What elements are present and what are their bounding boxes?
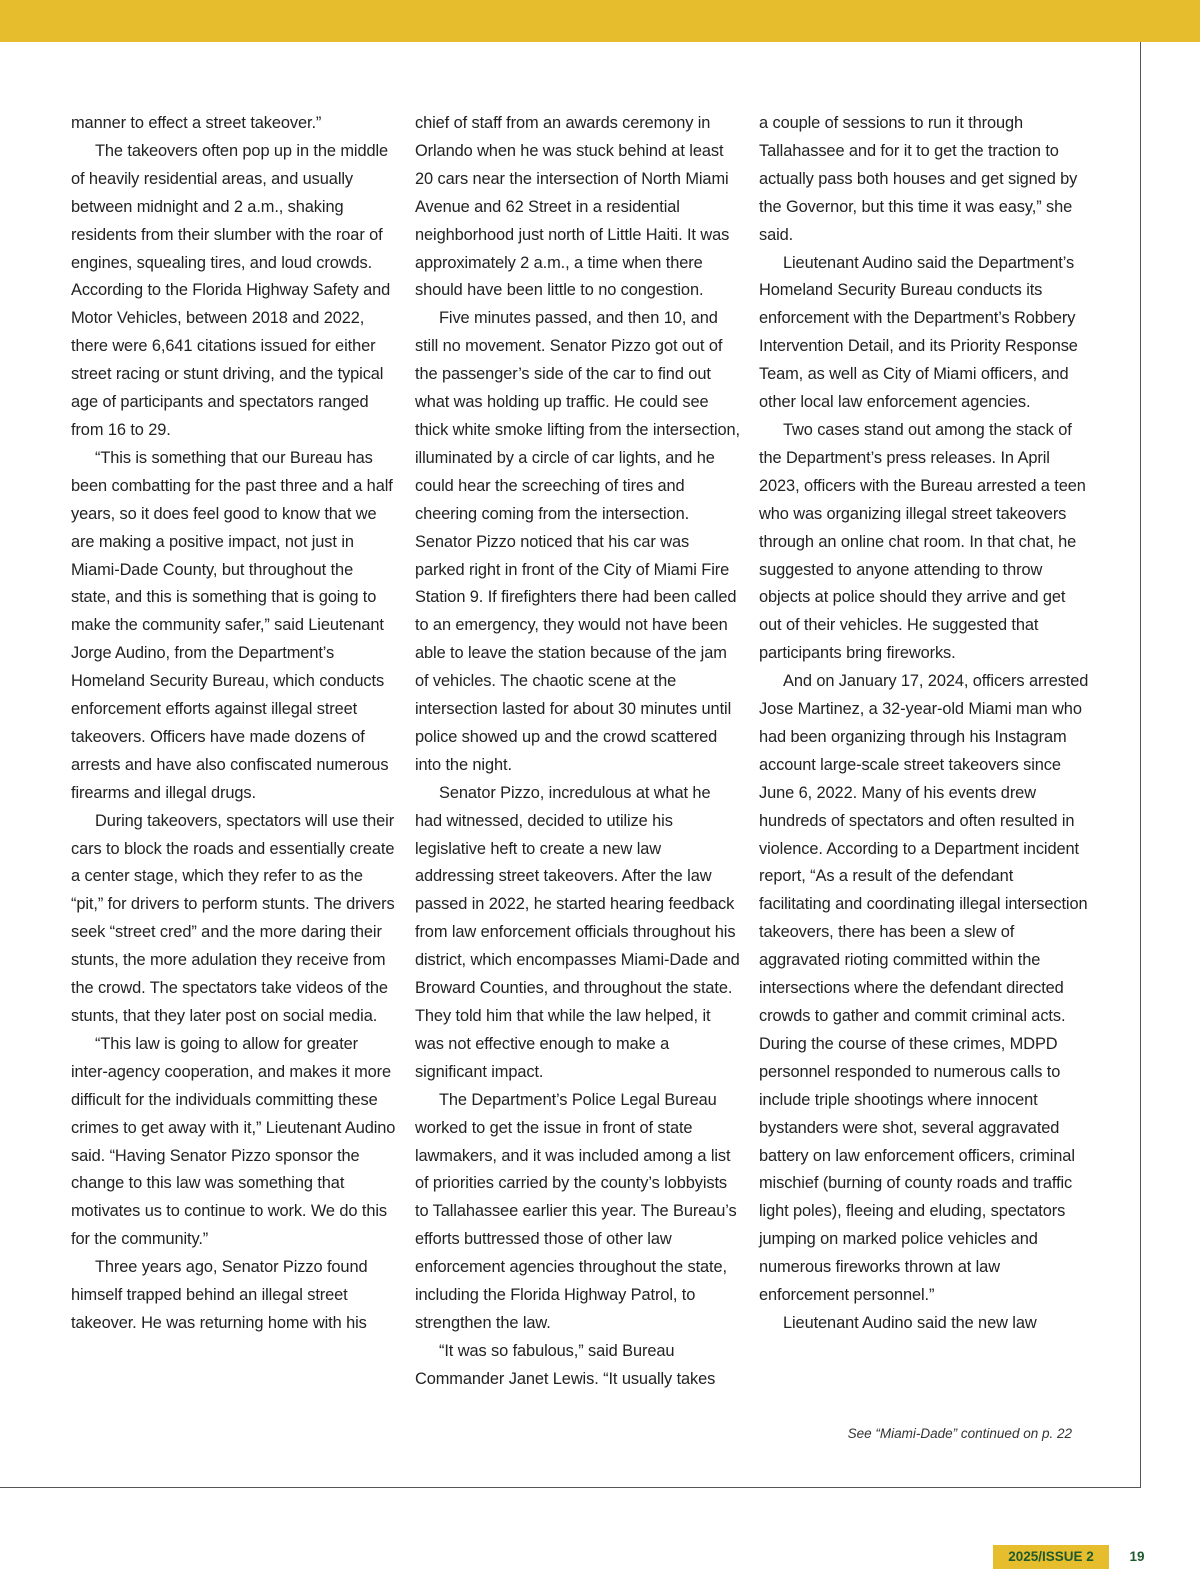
page-frame-rule-bottom [0,1487,1141,1488]
article-column-1 [71,110,396,1338]
article-column-3 [759,110,1089,1338]
paragraph: Lieutenant Audino said the Department’s Homeland Security Bureau conducts its enforcement with the Department’s Robbery Intervention Detail, and its Priority Response Team, as well as City of Miami officers, and other local law enforcement agencies. [759,253,1078,412]
paragraph: The Department’s Police Legal Bureau worked to get the issue in front of state lawmakers, and it was included among a list of priorities carried by the county’s lobbyists to Tallahassee earlier this year. The Bureau’s efforts buttressed those of other law enforcement agencies throughout the state, including the Florida Highway Patrol, to strengthen the law. [415,1090,737,1332]
top-color-band [0,0,1200,42]
article-column-2 [415,110,740,1394]
paragraph: The takeovers often pop up in the middle of heavily residential areas, and usually between midnight and 2 a.m., shaking residents from their slumber with the roar of engines, squealing tires, and loud crowds. According to the Florida Highway Safety and Motor Vehicles, between 2018 and 2022, there were 6,641 citations issued for either street racing or stunt driving, and the typical age of participants and spectators ranged from 16 to 29. [71,141,391,439]
paragraph: Lieutenant Audino said the new law [783,1313,1037,1332]
paragraph: Two cases stand out among the stack of the Department’s press releases. In April 2023, officers with the Bureau arrested a teen who was organizing illegal street takeovers through an online chat room. In that chat, he suggested to anyone attending to throw objects at police should they arrive and get out of their vehicles. He suggested that participants bring fireworks. [759,420,1086,663]
continued-note: See “Miami-Dade” continued on p. 22 [847,1426,1072,1441]
paragraph: And on January 17, 2024, officers arrested Jose Martinez, a 32-year-old Miami man who had been organizing through his Instagram account large-scale street takeovers since June 6, 2022. Many of his events drew hundreds of spectators and often resulted in violence. According to a Department incident report, “As a result of the defendant facilitating and coordinating illegal intersection takeovers, there has been a slew of aggravated rioting committed within the intersections where the defendant directed crowds to gather and commit criminal acts. During the course of these crimes, MDPD personnel responded to numerous calls to include triple shootings where innocent bystanders were shot, several aggravated battery on law enforcement officers, criminal mischief (burning of county roads and traffic light poles), fleeing and eluding, spectators jumping on marked police vehicles and numerous fireworks thrown at law enforcement personnel.” [759,672,1089,1305]
paragraph: During takeovers, spectators will use their cars to block the roads and essentially create a center stage, which they refer to as the “pit,” for drivers to perform stunts. The drivers seek “street cred” and the more daring their stunts, the more adulation they receive from the crowd. The spectators take videos of the stunts, that they later post on social media. [71,811,395,1025]
issue-badge: 2025/ISSUE 2 [993,1545,1109,1569]
page-number: 19 [1129,1549,1145,1564]
paragraph: “This is something that our Bureau has been combatting for the past three and a half years, so it does feel good to know that we are making a positive impact, not just in Miami-Dade County, but throughout the state, and this is something that is going to make the community safer,” said Lieutenant Jorge Audino, from the Department’s Homeland Security Bureau, which conducts enforcement efforts against illegal street takeovers. Officers have made dozens of arrests and have also confiscated numerous firearms and illegal drugs. [71,448,393,802]
paragraph: Three years ago, Senator Pizzo found himself trapped behind an illegal street takeover. He was returning home with his [71,1258,368,1332]
paragraph: “This law is going to allow for greater inter-agency cooperation, and makes it more difficult for the individuals committing these crimes to get away with it,” Lieutenant Audino said. “Having Senator Pizzo sponsor the change to this law was something that motivates us to continue to work. We do this for the community.” [71,1034,396,1249]
page-frame-rule-right [1140,42,1141,1488]
paragraph: chief of staff from an awards ceremony in Orlando when he was stuck behind at least 20 cars near the intersection of North Miami Avenue and 62 Street in a residential neighborhood just north of Little Haiti. It was approximately 2 a.m., a time when there should have been little to no congestion. [415,114,730,300]
paragraph: a couple of sessions to run it through Tallahassee and for it to get the traction to actually pass both houses and get signed by the Governor, but this time it was easy,” she said. [759,114,1078,244]
paragraph: manner to effect a street takeover.” [71,114,322,132]
paragraph: Five minutes passed, and then 10, and still no movement. Senator Pizzo got out of the passenger’s side of the car to find out what was holding up traffic. He could see thick white smoke lifting from the intersection, illuminated by a circle of car lights, and he could hear the screeching of tires and cheering coming from the intersection. Senator Pizzo noticed that his car was parked right in front of the City of Miami Fire Station 9. If firefighters there had been called to an emergency, they would not have been able to leave the station because of the jam of vehicles. The chaotic scene at the intersection lasted for about 30 minutes until police showed up and the crowd scattered into the night. [415,309,740,774]
paragraph: “It was so fabulous,” said Bureau Commander Janet Lewis. “It usually takes [415,1341,716,1388]
paragraph: Senator Pizzo, incredulous at what he had witnessed, decided to utilize his legislative heft to create a new law addressing street takeovers. After the law passed in 2022, he started hearing feedback from law enforcement officials throughout his district, which encompasses Miami-Dade and Broward Counties, and throughout the state. They told him that while the law helped, it was not effective enough to make a significant impact. [415,783,740,1081]
